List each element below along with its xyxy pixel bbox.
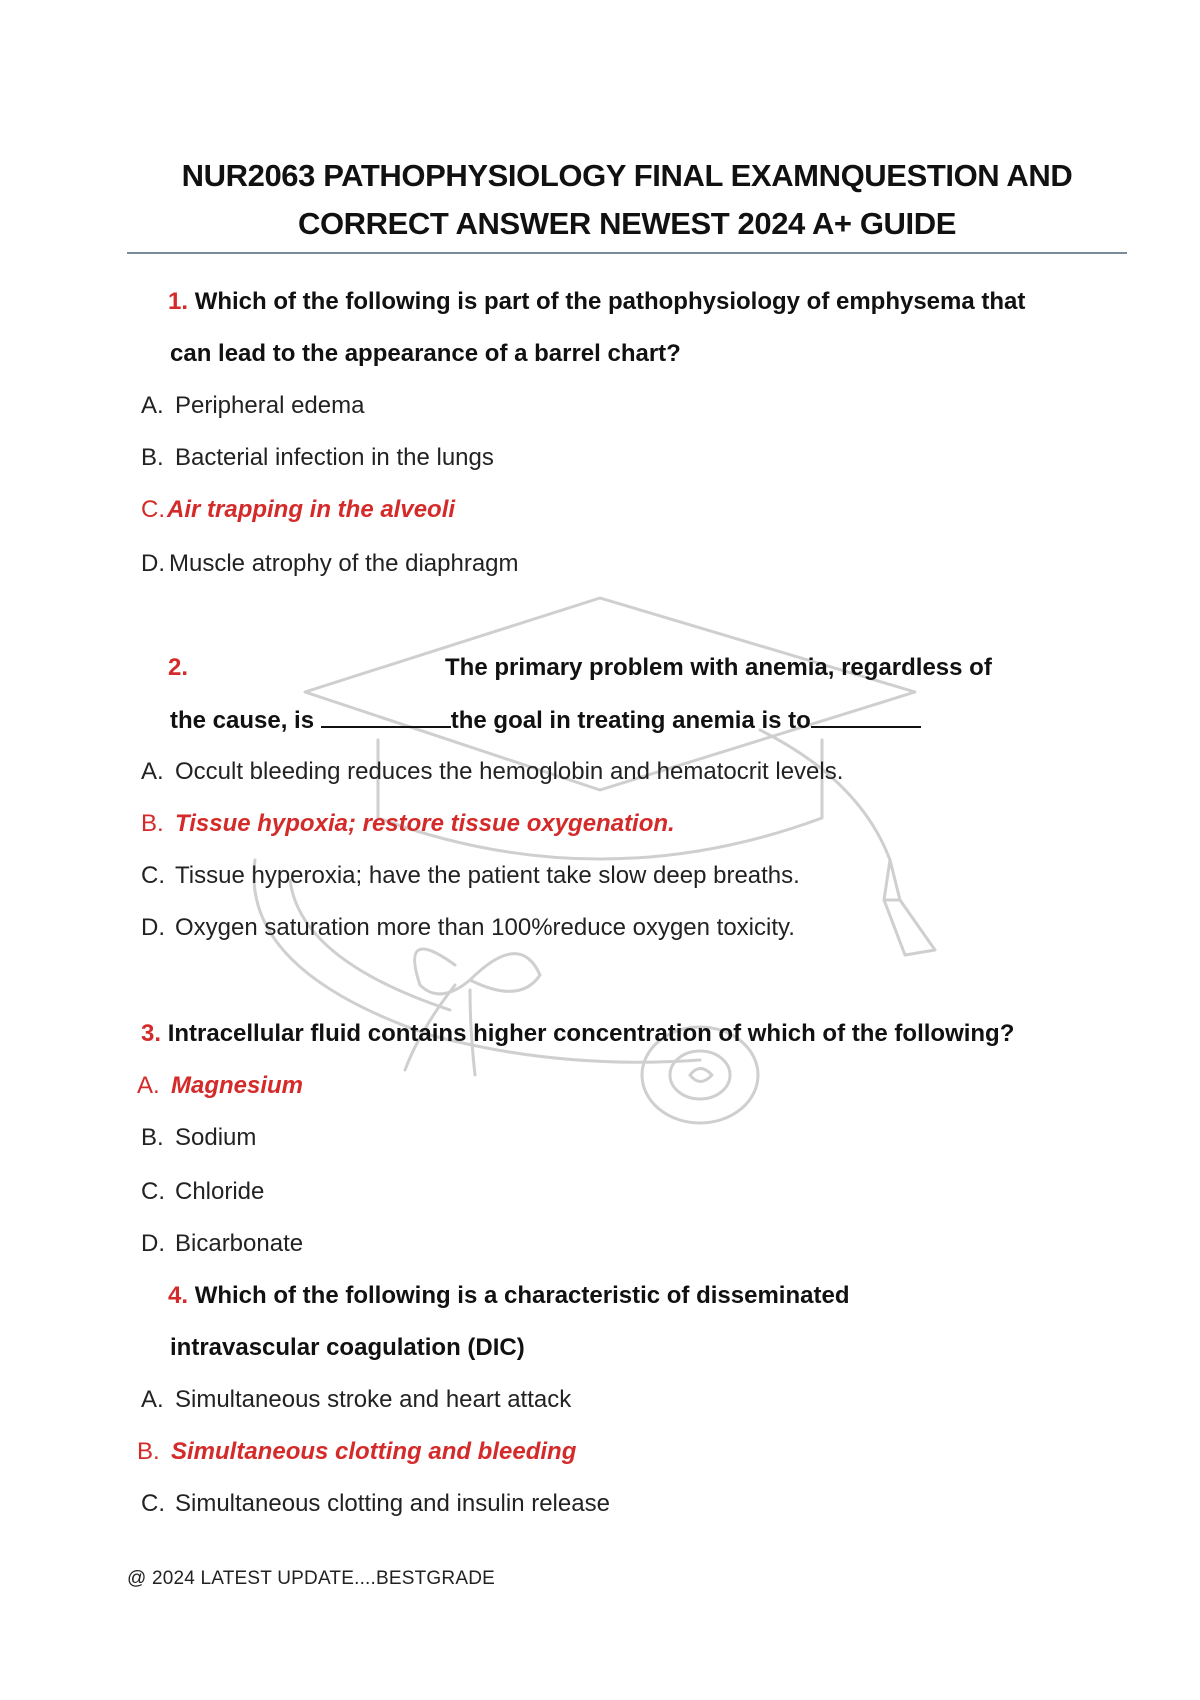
title-divider xyxy=(127,252,1127,254)
option-a: A. Occult bleeding reduces the hemoglobin and hematocrit levels. xyxy=(141,758,844,785)
option-c: C. Simultaneous clotting and insulin release xyxy=(141,1490,610,1517)
answer-blank xyxy=(321,704,451,728)
question-4-stem xyxy=(168,1280,849,1312)
question-text: Which of the following is a characteristic of disseminated xyxy=(194,1282,850,1309)
question-3-stem xyxy=(141,1018,1014,1050)
title-line-2: CORRECT ANSWER NEWEST 2024 A+ GUIDE xyxy=(297,206,957,241)
page-footer: @ 2024 LATEST UPDATE....BESTGRADE xyxy=(127,1568,495,1589)
option-c: C. Tissue hyperoxia; have the patient take slow deep breaths. xyxy=(141,862,800,889)
option-a: A. Simultaneous stroke and heart attack xyxy=(141,1386,572,1413)
question-1-stem xyxy=(168,286,1025,318)
question-number: 4. xyxy=(168,1282,189,1309)
title-line-1: NUR2063 PATHOPHYSIOLOGY FINAL EXAMNQUESTION AND xyxy=(181,158,1073,193)
document-title xyxy=(127,152,1127,248)
answer-blank xyxy=(811,704,921,728)
question-1-stem-cont: can lead to the appearance of a barrel chart? xyxy=(170,340,681,367)
option-b-correct-answer: B. Simultaneous clotting and bleeding xyxy=(137,1438,577,1465)
option-a: A. Peripheral edema xyxy=(141,392,365,419)
option-d: D. Bicarbonate xyxy=(141,1230,304,1257)
option-d: D. Muscle atrophy of the diaphragm xyxy=(141,550,519,577)
option-b: B. Bacterial infection in the lungs xyxy=(141,444,494,471)
option-b: B. Sodium xyxy=(141,1124,257,1151)
question-4-stem-cont: intravascular coagulation (DIC) xyxy=(170,1334,525,1361)
option-d: D. Oxygen saturation more than 100%reduce oxygen toxicity. xyxy=(141,914,795,941)
question-2-number xyxy=(168,652,188,684)
question-number: 2. xyxy=(168,654,189,681)
option-a-correct-answer: A. Magnesium xyxy=(137,1072,304,1099)
question-number: 3. xyxy=(141,1020,162,1047)
question-number: 1. xyxy=(168,288,189,315)
question-2-stem: The primary problem with anemia, regardless of xyxy=(445,654,992,681)
question-2-stem-cont: the cause, is the goal in treating anemia is to xyxy=(170,704,921,737)
question-text: Which of the following is part of the pathophysiology of emphysema that xyxy=(194,288,1026,315)
option-c: C. Chloride xyxy=(141,1178,265,1205)
option-b-correct-answer: B. Tissue hypoxia; restore tissue oxygenation. xyxy=(141,810,675,837)
option-c-correct-answer: C.Air trapping in the alveoli xyxy=(141,496,456,523)
question-text: Intracellular fluid contains higher concentration of which of the following? xyxy=(167,1020,1015,1047)
